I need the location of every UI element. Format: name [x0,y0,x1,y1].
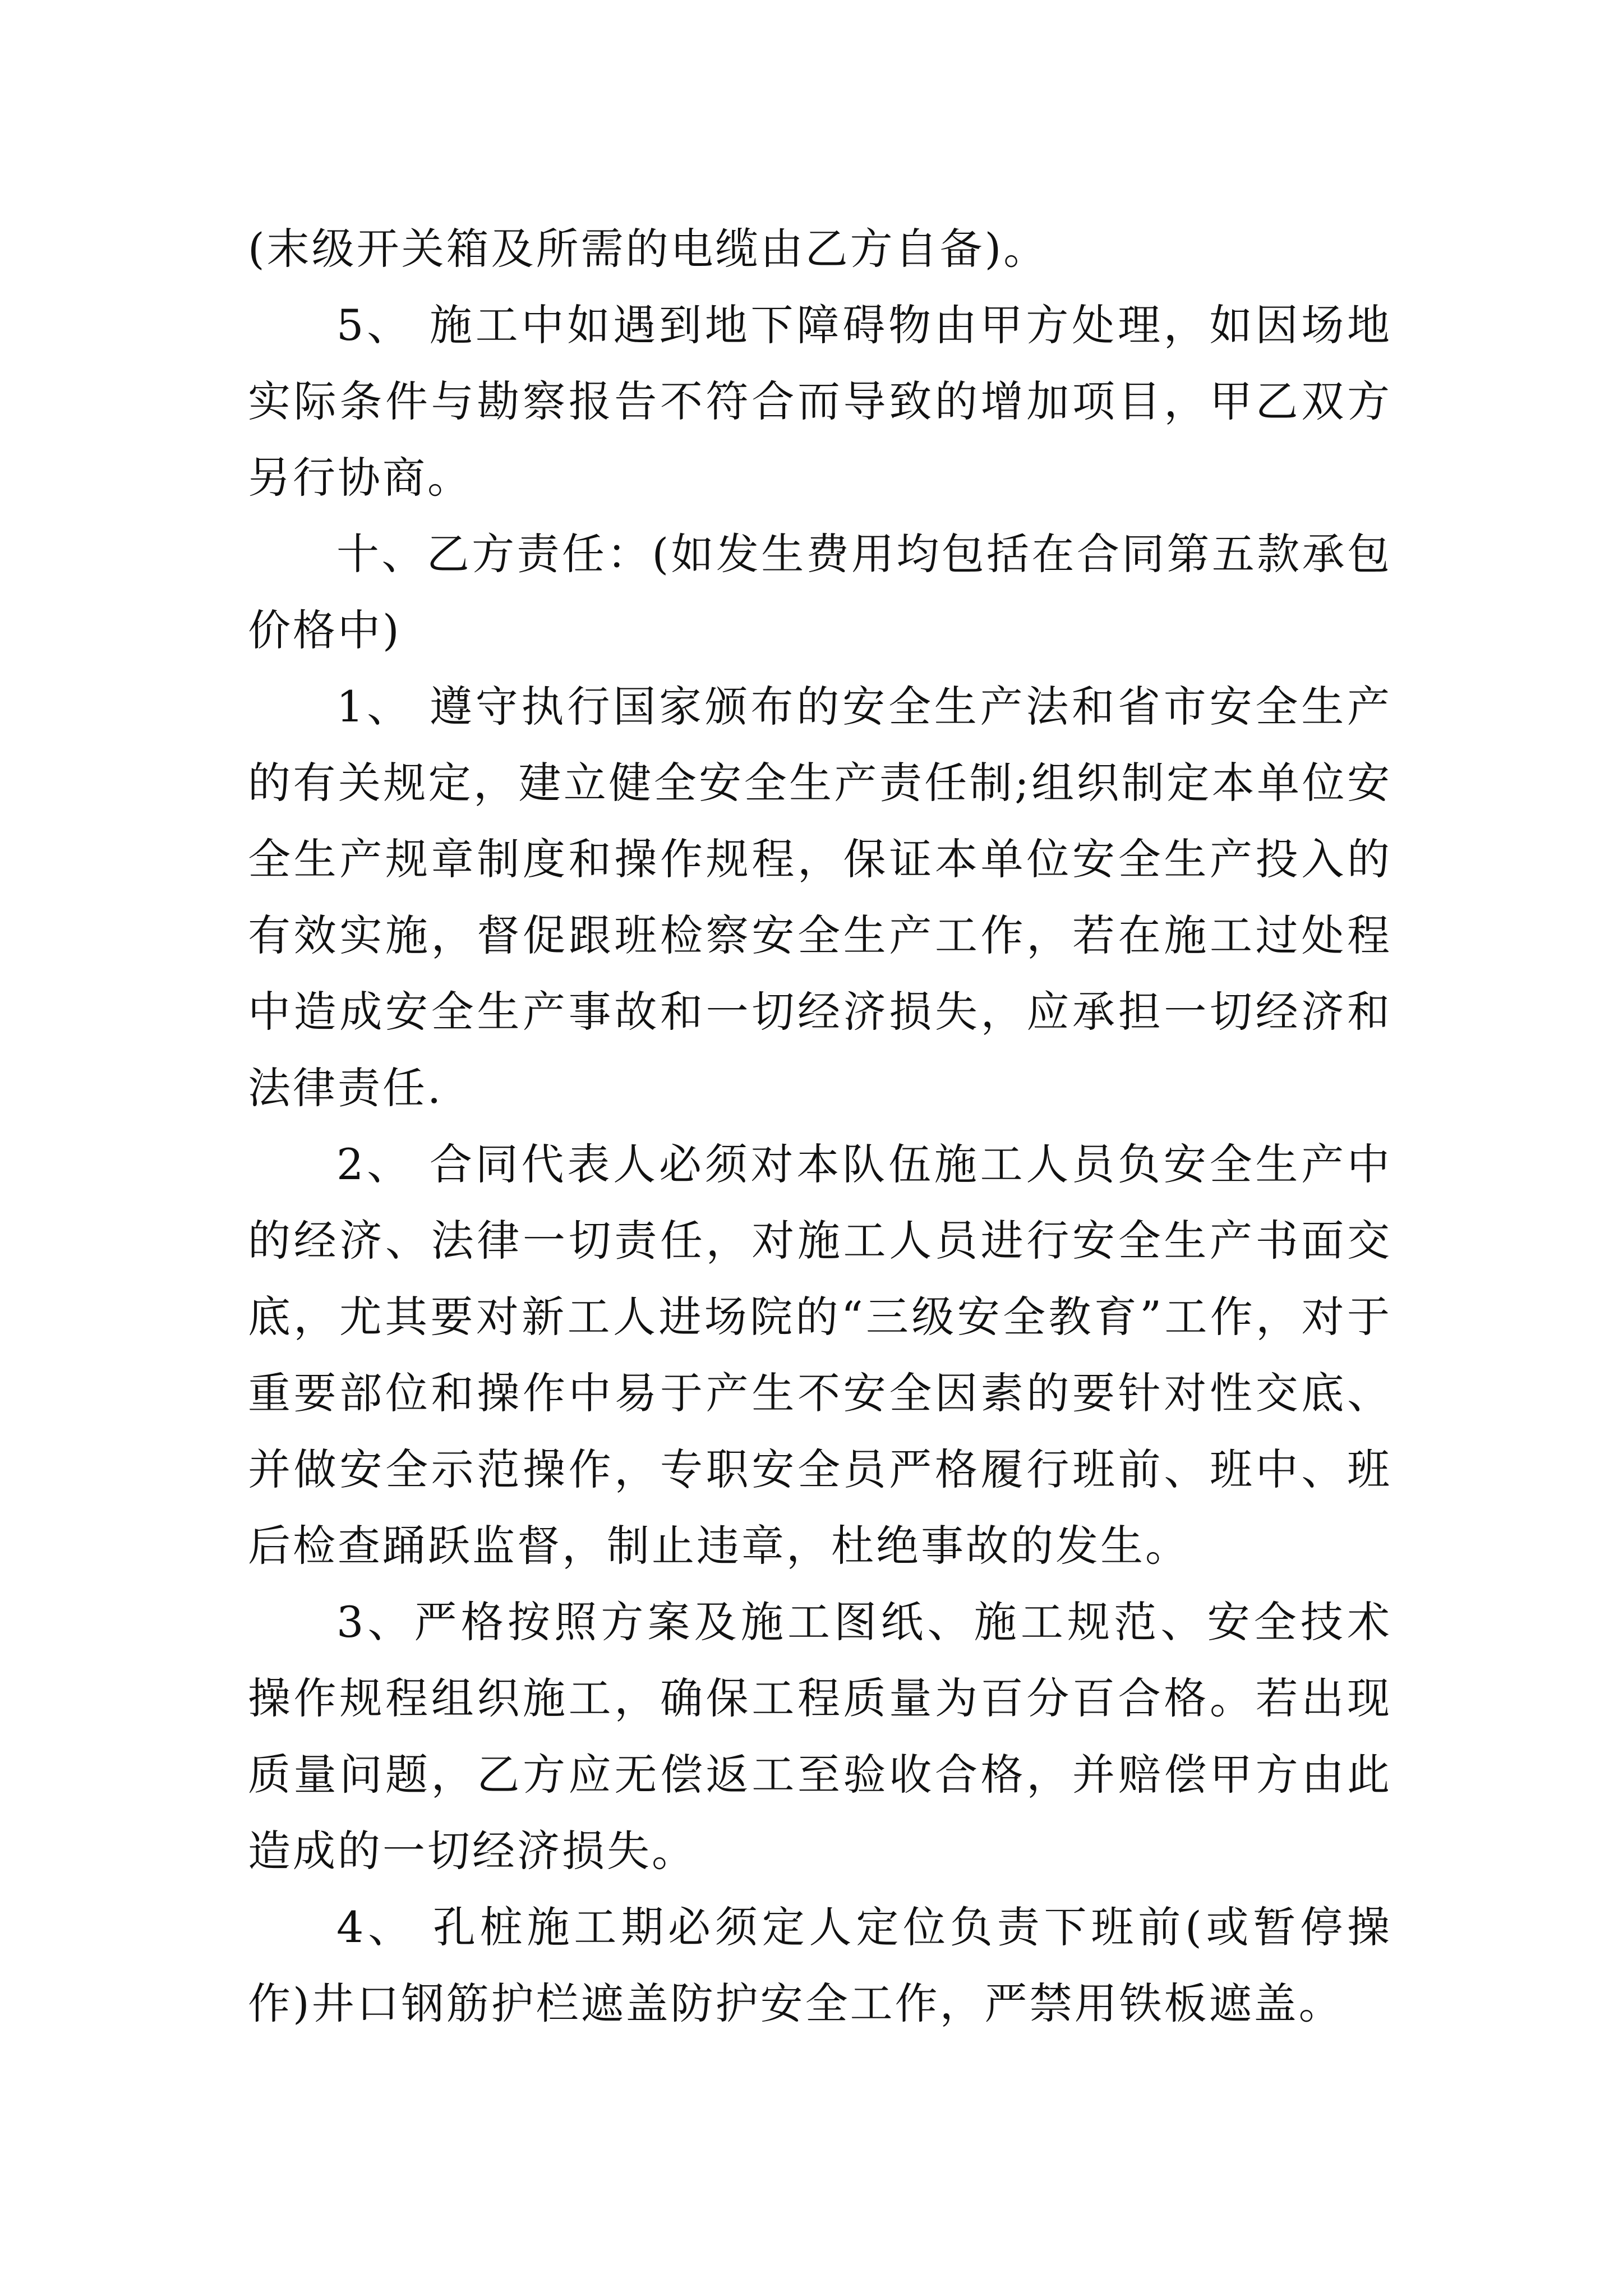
section-heading-party-b-responsibility: 十、乙方责任：(如发生费用均包括在合同第五款承包价格中) [248,529,1392,655]
paragraph-item-4: 4、 孔桩施工期必须定人定位负责下班前(或暂停操作)井口钢筋护栏遮盖防护安全工作，严禁用铁板遮盖。 [248,1902,1392,2028]
paragraph-item-2: 2、 合同代表人必须对本队伍施工人员负安全生产中的经济、法律一切责任，对施工人员进行安全生产书面交底，尤其要对新工人进场院的“三级安全教育”工作，对于重要部位和操作中易于产生不安全因素的要针对性交底、并做安全示范操作，专职安全员严格履行班前、班中、班后检查踊跃监督，制止违章，杜绝事故的发生。 [248,1139,1392,1571]
paragraph-item-5: 5、 施工中如遇到地下障碍物由甲方处理，如因场地实际条件与勘察报告不符合而导致的增加项目，甲乙双方另行协商。 [248,300,1392,503]
paragraph-item-1: 1、 遵守执行国家颁布的安全生产法和省市安全生产的有关规定，建立健全安全生产责任制;组织制定本单位安全生产规章制度和操作规程，保证本单位安全生产投入的有效实施，督促跟班检察安全生产工作，若在施工过处程中造成安全生产事故和一切经济损失，应承担一切经济和法律责任. [248,682,1392,1113]
document-body [248,211,1392,2042]
paragraph-item-3: 3、严格按照方案及施工图纸、施工规范、安全技术操作规程组织施工，确保工程质量为百分百合格。若出现质量问题，乙方应无偿返工至验收合格，并赔偿甲方由此造成的一切经济损失。 [248,1597,1392,1876]
paragraph-continuation: (末级开关箱及所需的电缆由乙方自备)。 [248,224,1049,274]
